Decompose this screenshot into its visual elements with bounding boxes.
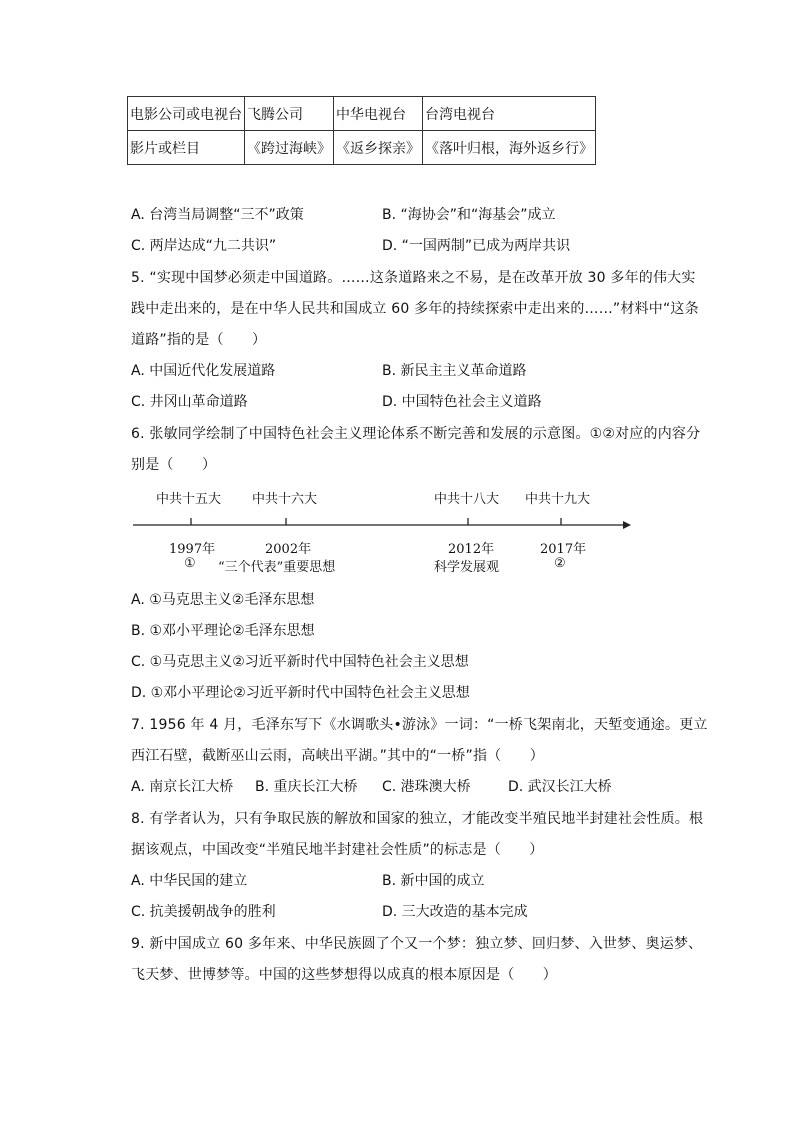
table-cell: 《跨过海峡》	[245, 131, 334, 165]
q5-text-line: 道路”指的是（ ）	[131, 332, 267, 348]
table-cell: 影片或栏目	[128, 131, 245, 165]
q7-option-c[interactable]: C. 港珠澳大桥	[382, 779, 471, 795]
q8-option-b[interactable]: B. 新中国的成立	[382, 873, 485, 889]
timeline-marker-1: ①	[184, 556, 196, 571]
q9-text-line: 飞天梦、世博梦等。中国的这些梦想得以成真的根本原因是（ ）	[131, 967, 557, 983]
q7-text-line: 西江石壁，截断巫山云雨，高峡出平湖。”其中的“一桥”指（ ）	[131, 748, 544, 764]
q6-option-a[interactable]: A. ①马克思主义②毛泽东思想	[131, 592, 315, 608]
q4-option-c[interactable]: C. 两岸达成“九二共识”	[131, 238, 277, 254]
q5-option-b[interactable]: B. 新民主主义革命道路	[382, 363, 527, 379]
timeline-year-label: 2012年	[448, 542, 495, 557]
q8-option-d[interactable]: D. 三大改造的基本完成	[382, 904, 528, 920]
q5-option-a[interactable]: A. 中国近代化发展道路	[131, 363, 276, 379]
timeline-marker-2: ②	[554, 556, 566, 571]
timeline-congress-label: 中共十九大	[525, 492, 591, 507]
table-cell: 《落叶归根，海外返乡行》	[423, 131, 596, 165]
table-cell: 飞腾公司	[245, 97, 334, 131]
q9-text-line: 9. 新中国成立 60 多年来、中华民族圆了个又一个梦：独立梦、回归梦、入世梦、奥运梦、	[131, 936, 703, 952]
timeline-concept-label: “三个代表”重要思想	[218, 560, 336, 575]
q4-option-a[interactable]: A. 台湾当局调整“三不”政策	[131, 207, 304, 223]
table-cell: 中华电视台	[334, 97, 423, 131]
timeline-year-label: 2002年	[265, 542, 312, 557]
timeline-congress-label: 中共十五大	[156, 492, 222, 507]
q5-option-c[interactable]: C. 井冈山革命道路	[131, 394, 248, 410]
q5-text-line: 践中走出来的，是在中华人民共和国成立 60 多年的持续探索中走出来的……”材料中“这条	[131, 301, 699, 317]
q5-option-d[interactable]: D. 中国特色社会主义道路	[382, 394, 542, 410]
timeline-congress-label: 中共十六大	[252, 492, 318, 507]
q4-option-b[interactable]: B. “海协会”和“海基会”成立	[382, 207, 556, 223]
q7-option-a[interactable]: A. 南京长江大桥	[131, 779, 234, 795]
q7-text-line: 7. 1956 年 4 月，毛泽东写下《水调歌头•游泳》一词：“一桥飞架南北，天堑变通途。更立	[131, 717, 708, 733]
q6-option-d[interactable]: D. ①邓小平理论②习近平新时代中国特色社会主义思想	[131, 685, 470, 701]
timeline-congress-label: 中共十八大	[434, 492, 500, 507]
table-cell: 电影公司或电视台	[128, 97, 245, 131]
table-row	[128, 97, 596, 131]
info-table	[127, 96, 596, 165]
q8-option-c[interactable]: C. 抗美援朝战争的胜利	[131, 904, 276, 920]
table-cell: 《返乡探亲》	[334, 131, 423, 165]
timeline-axis	[125, 510, 635, 540]
q7-option-b[interactable]: B. 重庆长江大桥	[255, 779, 358, 795]
q7-option-d[interactable]: D. 武汉长江大桥	[508, 779, 612, 795]
table-row	[128, 131, 596, 165]
q8-option-a[interactable]: A. 中华民国的建立	[131, 873, 248, 889]
q6-option-c[interactable]: C. ①马克思主义②习近平新时代中国特色社会主义思想	[131, 654, 469, 670]
timeline-concept-label: 科学发展观	[434, 560, 500, 575]
q5-text-line: 5. “实现中国梦必须走中国道路。……这条道路来之不易，是在改革开放 30 多年的伟大实	[131, 270, 696, 286]
table-cell: 台湾电视台	[423, 97, 596, 131]
q8-text-line: 8. 有学者认为，只有争取民族的解放和国家的独立，才能改变半殖民地半封建社会性质。根	[131, 811, 704, 827]
timeline-year-label: 1997年	[169, 542, 216, 557]
q6-option-b[interactable]: B. ①邓小平理论②毛泽东思想	[131, 623, 315, 639]
q8-text-line: 据该观点，中国改变“半殖民地半封建社会性质”的标志是（ ）	[131, 842, 544, 858]
q6-text-line: 别是（ ）	[131, 457, 217, 473]
q4-option-d[interactable]: D. “一国两制”已成为两岸共识	[382, 238, 571, 254]
q6-text-line: 6. 张敏同学绘制了中国特色社会主义理论体系不断完善和发展的示意图。①②对应的内容分	[131, 426, 701, 442]
timeline-year-label: 2017年	[540, 542, 587, 557]
